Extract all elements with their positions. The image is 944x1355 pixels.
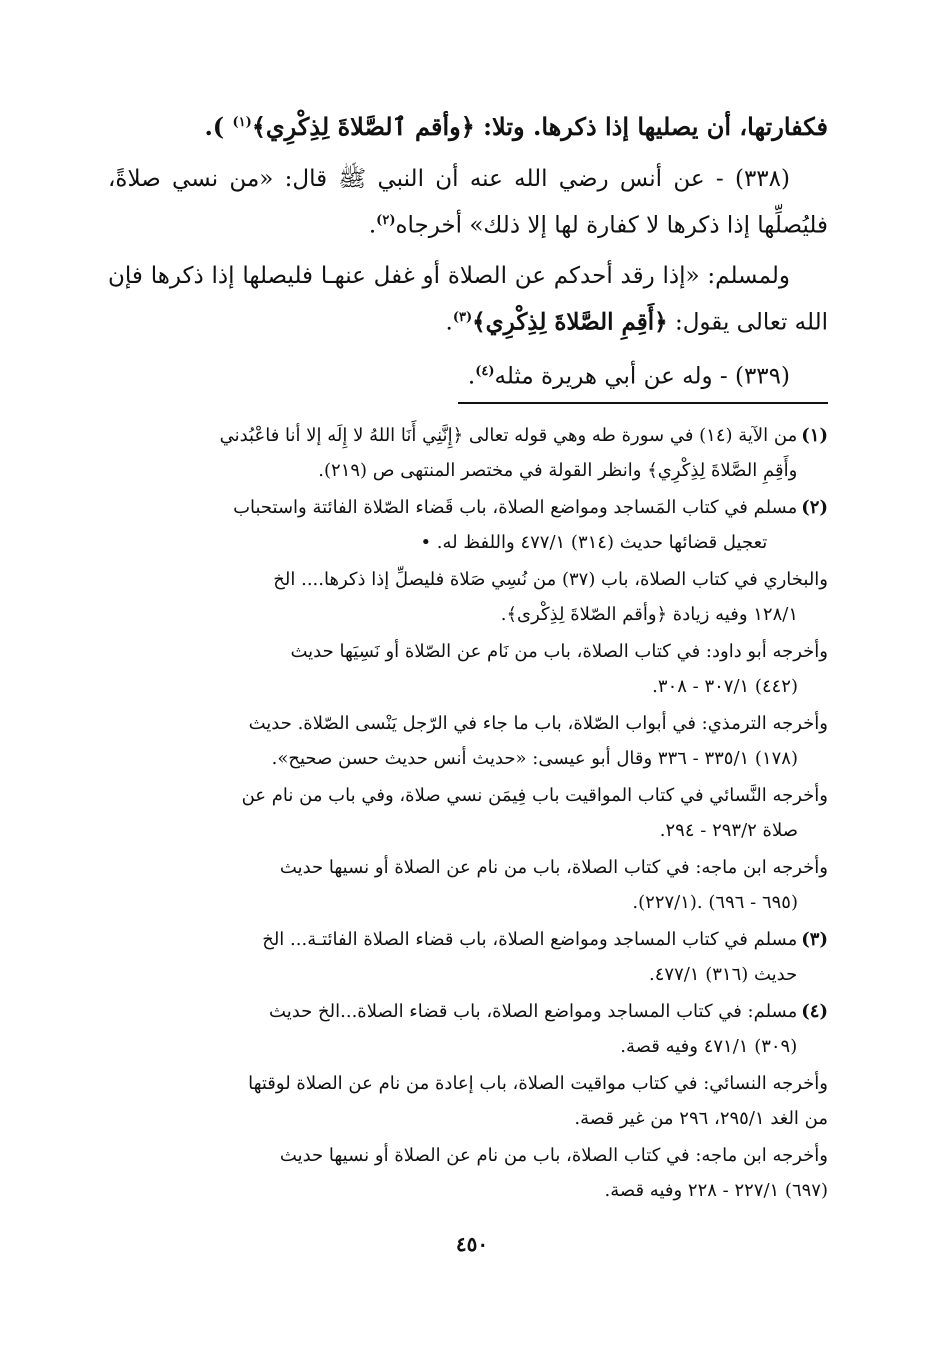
footnote-2-tirmidhi xyxy=(108,706,828,776)
hadith-339 xyxy=(108,351,828,398)
muslim-text: ولمسلم: «إذا رقد أحدكم عن الصلاة أو غفل عنهـا فليصلها إذا ذكرها فإن الله تعالى يقول: xyxy=(108,262,828,336)
footnote-line: وأخرجه ابن ماجه: في كتاب الصلاة، باب من نام عن الصلاة أو نسيها حديث xyxy=(279,857,828,878)
muslim-narration xyxy=(108,255,828,344)
footnote-4-ibnmajah xyxy=(108,1138,828,1208)
hadith-338-end: . xyxy=(368,212,377,239)
muslim-end: . xyxy=(445,309,453,336)
footnote-line: مسلم في كتاب المساجد ومواضع الصلاة، باب قضاء الصلاة الفائتـة... الخ xyxy=(262,929,798,950)
footnote-divider xyxy=(458,402,828,404)
footnote-4-nasai xyxy=(108,1066,828,1136)
footnote-line: وأخرجه النسائي: في كتاب مواقيت الصلاة، باب إعادة من نام عن الصلاة لوقتها xyxy=(248,1073,828,1094)
footnote-line: صلاة ٢٩٣/٢ - ٢٩٤. xyxy=(659,820,798,841)
footnote-1 xyxy=(108,418,828,488)
hadith-339-end: . xyxy=(467,363,476,390)
line1-text: فكفارتها، أن يصليها إذا ذكرها. وتلا: ﴿وأقم ٱلصَّلاةَ لِذِكْرِي﴾ xyxy=(251,112,828,141)
line1-end: ). xyxy=(204,112,225,141)
footnote-line: مسلم: في كتاب المساجد ومواضع الصلاة، باب قضاء الصلاة...الخ حديث xyxy=(269,1001,798,1022)
footnote-line: وأخرجه النَّسائي في كتاب المواقيت باب فِيمَن نسي صلاة، وفي باب من نام عن xyxy=(241,785,828,806)
footnote-number: (٤) xyxy=(801,1001,828,1022)
footnote-number: (٢) xyxy=(801,497,828,518)
hadith-339-text: (٣٣٩) - وله عن أبي هريرة مثله xyxy=(494,363,790,390)
main-text xyxy=(108,100,828,398)
hadith-338-text: (٣٣٨) - عن أنس رضي الله عنه أن النبي ﷺ قال: «من نسي صلاةً، فليُصلِّها إذا ذكرها لا كفارة لها إلا ذلك» أخرجاه xyxy=(108,166,828,239)
footnote-ref-4[interactable]: (٤) xyxy=(475,364,495,380)
footnote-number: (٣) xyxy=(801,929,828,950)
footnote-ref-3[interactable]: (٣) xyxy=(452,309,473,325)
footnote-line: مسلم في كتاب المَساجد ومواضع الصلاة، باب قَضاء الصّلاة الفائتة واستحباب xyxy=(233,497,798,518)
footnote-line: تعجيل قضائها حديث (٣١٤) ٤٧٧/١ واللفظ له. • xyxy=(420,532,768,553)
footnote-number: (١) xyxy=(801,425,828,446)
footnote-line: (٦٩٧) ٢٢٧/١ - ٢٢٨ وفيه قصة. xyxy=(604,1180,828,1201)
footnote-line: وأخرجه الترمذي: في أبواب الصّلاة، باب ما جاء في الرّجل يَنْسى الصّلاة. حديث xyxy=(248,713,828,734)
footnote-line: وأخرجه أبو داود: في كتاب الصلاة، باب من نَام عن الصّلاة أو نَسِيَها حديث xyxy=(290,641,828,662)
footnote-line: (١٧٨) ٣٣٥/١ - ٣٣٦ وقال أبو عيسى: «حديث أنس حديث حسن صحيح». xyxy=(271,748,798,769)
footnote-line: وأَقِمِ الصَّلاةَ لِذِكْرِي﴾ وانظر القولة في مختصر المنتهى ص (٢١٩). xyxy=(318,460,798,481)
footnote-ref-2[interactable]: (٢) xyxy=(376,213,396,228)
quran-quote: ﴿أَقِمِ الصَّلاةَ لِذِكْرِي﴾ xyxy=(472,308,668,336)
footnote-4 xyxy=(108,994,828,1064)
footnote-2-nasai xyxy=(108,778,828,848)
footnote-line: ١٢٨/١ وفيه زيادة ﴿وأقم الصّلاةَ لِذِكْرى﴾. xyxy=(500,604,798,625)
footnotes xyxy=(108,418,828,1210)
footnote-line: (٤٤٢) ٣٠٧/١ - ٣٠٨. xyxy=(652,676,798,697)
hadith-338 xyxy=(108,158,828,247)
footnote-line: من الآية (١٤) في سورة طه وهي قوله تعالى ﴿إِنَّنِي أَنَا اللهُ لا إِلَه إلا أنا فاعْبُدني xyxy=(219,425,798,446)
main-line-1 xyxy=(108,100,828,150)
footnote-line: (٣٠٩) ٤٧١/١ وفيه قصة. xyxy=(620,1036,798,1057)
footnote-line: (٦٩٥ - ٦٩٦) .(٢٢٧/١). xyxy=(632,892,798,913)
footnote-line: حديث (٣١٦) ٤٧٧/١. xyxy=(649,964,798,985)
footnote-3 xyxy=(108,922,828,992)
footnote-line: وأخرجه ابن ماجه: في كتاب الصلاة، باب من نام عن الصلاة أو نسيها حديث xyxy=(279,1145,828,1166)
footnote-2-abudawud xyxy=(108,634,828,704)
footnote-line: من الغد ٢٩٥/١، ٢٩٦ من غير قصة. xyxy=(574,1108,828,1129)
footnote-2 xyxy=(108,490,828,560)
footnote-2-ibnmajah xyxy=(108,850,828,920)
footnote-ref-1[interactable]: (١) xyxy=(232,115,252,130)
footnote-line: والبخاري في كتاب الصلاة، باب (٣٧) من نُسِي صَلاة فليصلِّ إذا ذكرها.... الخ xyxy=(273,569,828,590)
footnote-2-bukhari xyxy=(108,562,828,632)
page-number: ٤٥٠ xyxy=(455,1232,489,1256)
